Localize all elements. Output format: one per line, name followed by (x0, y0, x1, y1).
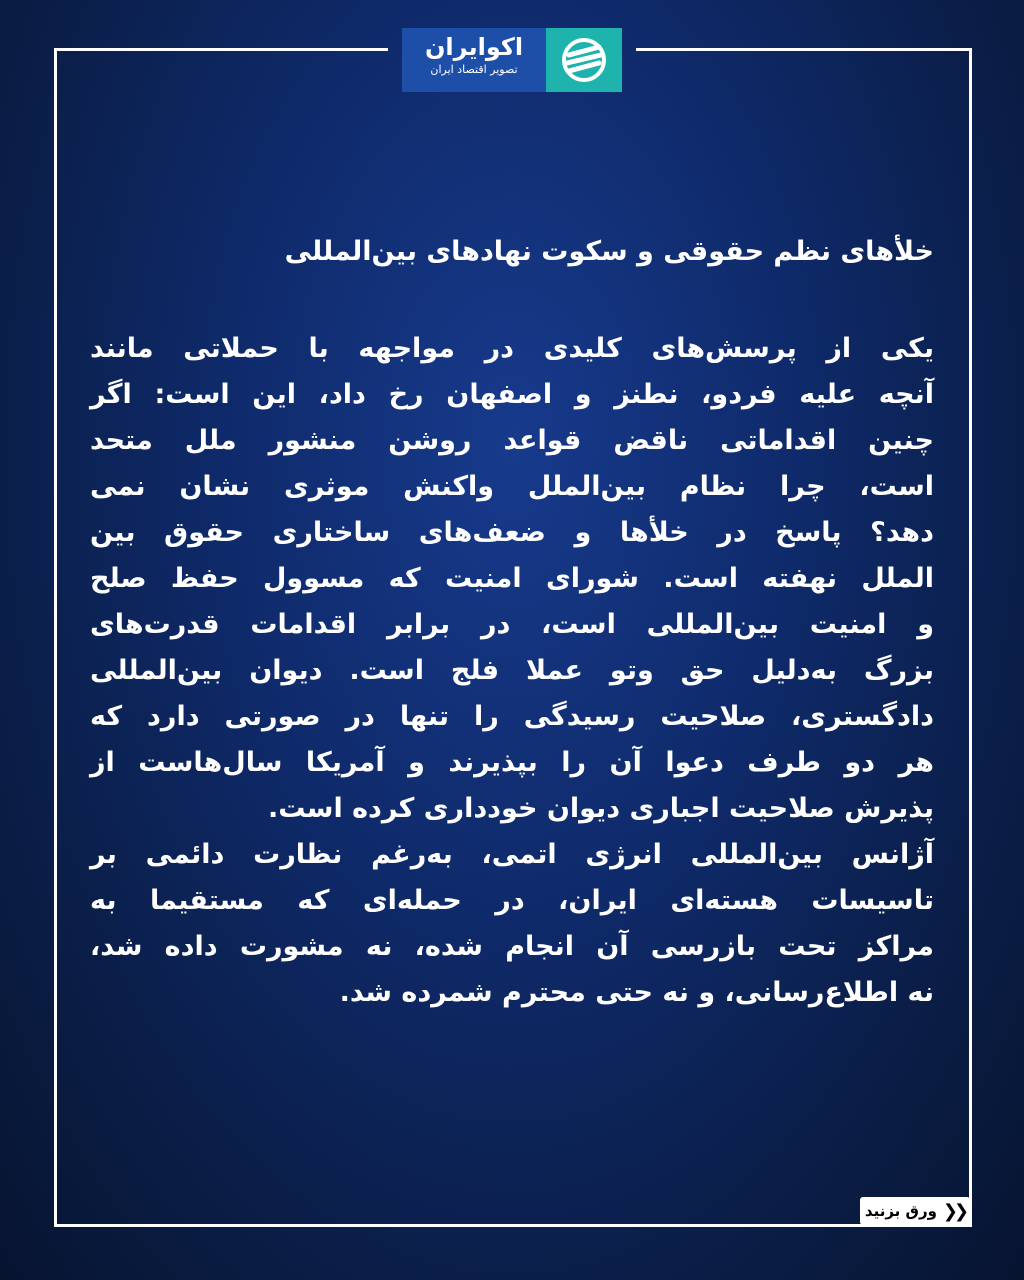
body-line: نه اطلاع‌رسانی، و نه حتی محترم شمرده شد. (339, 977, 934, 1008)
frame-top-left (54, 48, 388, 51)
logo-tagline: تصویر اقتصاد ایران (430, 63, 518, 76)
body-line: چنین اقداماتی ناقض قواعد روشن منشور ملل متحد (90, 425, 934, 456)
body-line: یکی از پرسش‌های کلیدی در مواجهه با حملاتی مانند (90, 333, 934, 364)
body-line: است، چرا نظام بین‌الملل واکنش موثری نشان نمی (90, 471, 934, 502)
article-body (90, 326, 934, 1016)
body-line: الملل نهفته است. شورای امنیت که مسوول حفظ صلح (90, 563, 934, 594)
logo (402, 28, 622, 92)
logo-name: اکوایران (424, 33, 524, 61)
body-line: دادگستری، صلاحیت رسیدگی را تنها در صورتی دارد که (90, 701, 934, 732)
body-line: آژانس بین‌المللی انرژی اتمی، به‌رغم نظارت دائمی بر (90, 839, 934, 870)
body-line: و امنیت بین‌المللی است، در برابر اقدامات قدرت‌های (90, 609, 934, 640)
logo-text (402, 28, 546, 92)
logo-icon (546, 28, 622, 92)
body-line: پذیرش صلاحیت اجباری دیوان خودداری کرده است. (268, 793, 934, 824)
swipe-label: ورق بزنید (864, 1202, 937, 1220)
article-title: خلأهای نظم حقوقی و سکوت نهادهای بین‌المللی (284, 236, 934, 267)
double-chevron-left-icon: ❮❮ (942, 1200, 966, 1222)
body-line: بزرگ به‌دلیل حق وتو عملا فلج است. دیوان بین‌المللی (90, 655, 934, 686)
body-line: آنچه علیه فردو، نطنز و اصفهان رخ داد، این است: اگر (90, 379, 934, 410)
body-line: مراکز تحت بازرسی آن انجام شده، نه مشورت داده شد، (90, 931, 934, 962)
frame-top-right (636, 48, 969, 51)
body-line: تاسیسات هسته‌ای ایران، در حمله‌ای که مستقیما به (90, 885, 934, 916)
swipe-button[interactable] (860, 1197, 970, 1225)
body-line: هر دو طرف دعوا آن را بپذیرند و آمریکا سال‌هاست از (90, 747, 934, 778)
body-line: دهد؟ پاسخ در خلأها و ضعف‌های ساختاری حقوق بین (90, 517, 934, 548)
